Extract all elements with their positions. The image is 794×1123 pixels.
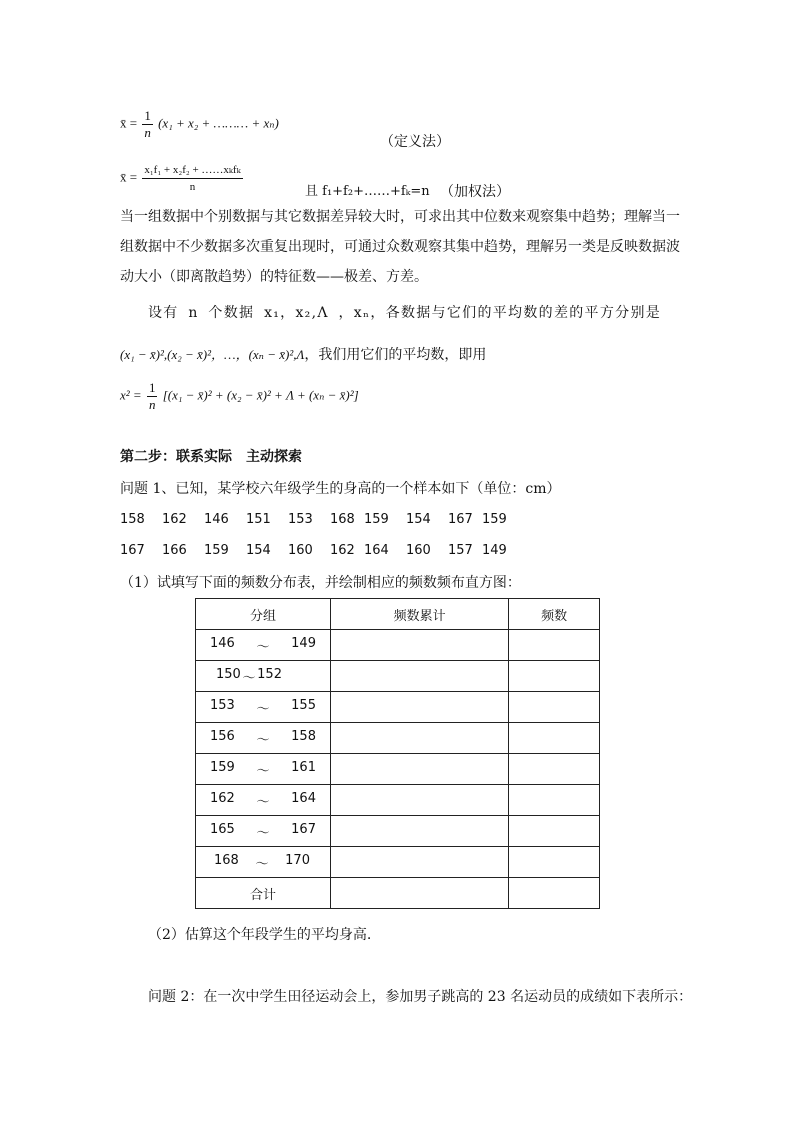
formula-mean-w-den: n: [189, 181, 196, 193]
group-high: 155: [291, 697, 316, 713]
group-low: 146: [210, 635, 235, 651]
sample-value: 151: [246, 512, 271, 527]
frequency-cell[interactable]: [509, 661, 600, 692]
sub-question-1: （1）试填写下面的频数分布表，并绘制相应的频数频布直方图：: [120, 575, 521, 591]
sample-value: 154: [246, 543, 271, 558]
group-cell: [196, 630, 331, 661]
tally-cell[interactable]: [331, 723, 509, 754]
formula-mean-def-label: （定义法）: [380, 134, 450, 150]
sample-value: 146: [204, 512, 229, 527]
tally-cell[interactable]: [331, 785, 509, 816]
step2-heading: 第二步：联系实际 主动探索: [120, 449, 302, 465]
sub-question-2: （2）估算这个年段学生的平均身高.: [148, 927, 372, 943]
tally-cell[interactable]: [331, 630, 509, 661]
group-sep: ～: [255, 856, 269, 872]
formula-mean-def-rhs: (x₁ + x₂ + ……… + xₙ): [158, 115, 279, 131]
sample-value: 159: [364, 512, 389, 527]
tally-cell[interactable]: [331, 847, 509, 878]
sample-value: 166: [162, 543, 187, 558]
paragraph-2-line-2: [120, 346, 486, 364]
formula-mean-def-lhs: x̄ =: [120, 115, 138, 131]
group-high: 170: [285, 852, 310, 868]
group-cell: [196, 785, 331, 816]
formula-var-lhs: x² =: [120, 387, 142, 403]
formula-mean-w-lhs: x̄ =: [120, 169, 138, 185]
group-sep: ～: [256, 639, 270, 655]
sample-value: 164: [364, 543, 389, 558]
table-row: [196, 754, 600, 785]
group-high: 167: [291, 821, 316, 837]
formula-mean-def-fraction: [142, 108, 153, 141]
table-row: [196, 847, 600, 878]
group-high: 158: [291, 728, 316, 744]
table-row: [196, 816, 600, 847]
frequency-cell[interactable]: [509, 723, 600, 754]
frequency-cell[interactable]: [509, 692, 600, 723]
group-high: 164: [291, 790, 316, 806]
sample-value: 160: [288, 543, 313, 558]
tally-cell[interactable]: [331, 816, 509, 847]
sample-value: 153: [288, 512, 313, 527]
sample-value: 160: [406, 543, 431, 558]
formula-mean-def-num: 1: [144, 108, 151, 123]
table-row: [196, 692, 600, 723]
formula-mean-w-fraction: [142, 162, 242, 195]
formula-mean-w-label: （加权法）: [440, 184, 510, 200]
group-cell: [196, 723, 331, 754]
table-row: [196, 661, 600, 692]
header-frequency: 频数: [509, 599, 600, 630]
group-sep: ～: [256, 763, 270, 779]
group-high: 149: [291, 635, 316, 651]
group-low: 156: [210, 728, 235, 744]
formula-var-rhs: [(x₁ − x̄)² + (x₂ − x̄)² + Λ + (xₙ − x̄)²]: [162, 387, 359, 403]
group-sep: ～: [256, 794, 270, 810]
group-low: 159: [210, 759, 235, 775]
sample-value: 168: [330, 512, 355, 527]
frequency-table: [195, 598, 600, 909]
total-label: 合计: [196, 878, 331, 909]
table-row: [196, 630, 600, 661]
group-high: 161: [291, 759, 316, 775]
sample-value: 159: [204, 543, 229, 558]
header-group: 分组: [196, 599, 331, 630]
sample-value: 158: [120, 512, 145, 527]
group-cell: [196, 692, 331, 723]
tally-cell[interactable]: [331, 754, 509, 785]
tally-cell[interactable]: [331, 692, 509, 723]
sample-value: 167: [448, 512, 473, 527]
sample-value: 162: [162, 512, 187, 527]
header-tally: 频数累计: [331, 599, 509, 630]
frequency-cell[interactable]: [509, 847, 600, 878]
formula-var-den: n: [148, 397, 156, 412]
group-cell: [196, 661, 331, 692]
group-low: 168: [214, 852, 239, 868]
group-sep: ～: [256, 732, 270, 748]
formula-var-num: 1: [148, 380, 156, 395]
group-cell: [196, 754, 331, 785]
group-low: 153: [210, 697, 235, 713]
group-cell: [196, 847, 331, 878]
formula-mean-weighted: [120, 162, 245, 195]
question-1: 问题 1、已知，某学校六年级学生的身高的一个样本如下（单位：cm）: [120, 481, 561, 497]
group-sep: ～: [242, 670, 256, 686]
paragraph-2-line-1: 设有 n 个数据 x₁，x₂,Λ ，xₙ，各数据与它们的平均数的差的平方分别是: [148, 305, 662, 321]
tally-total-cell[interactable]: [331, 878, 509, 909]
paragraph-1-line-1: 当一组数据中个别数据与其它数据差异较大时，可求出其中位数来观察集中趋势；理解当一: [120, 209, 680, 225]
group-high: 152: [257, 666, 282, 682]
table-row: [196, 785, 600, 816]
formula-mean-def-den: n: [144, 125, 151, 140]
table-row: [196, 723, 600, 754]
paragraph-2-math: (x₁ − x̄)²,(x₂ − x̄)²，…，(xₙ − x̄)²,Λ: [120, 347, 305, 362]
sample-value: 157: [448, 543, 473, 558]
formula-mean-definition: [120, 108, 279, 141]
formula-mean-w-num: x₁f₁ + x₂f₂ + ……xₖfₖ: [142, 162, 242, 179]
group-cell: [196, 816, 331, 847]
formula-variance: [120, 380, 359, 413]
question-2: 问题 2：在一次中学生田径运动会上，参加男子跳高的 23 名运动员的成绩如下表所示：: [148, 989, 693, 1005]
frequency-cell[interactable]: [509, 630, 600, 661]
frequency-total-cell[interactable]: [509, 878, 600, 909]
table-header-row: [196, 599, 600, 630]
tally-cell[interactable]: [331, 661, 509, 692]
table-total-row: [196, 878, 600, 909]
frequency-cell[interactable]: [509, 816, 600, 847]
group-low: 162: [210, 790, 235, 806]
paragraph-1-line-3: 动大小（即离散趋势）的特征数——极差、方差。: [120, 269, 428, 285]
paragraph-1-line-2: 组数据中不少数据多次重复出现时，可通过众数观察其集中趋势，理解另一类是反映数据波: [120, 239, 680, 255]
group-low: 150: [216, 666, 241, 682]
frequency-cell[interactable]: [509, 754, 600, 785]
sample-value: 167: [120, 543, 145, 558]
sample-value: 159: [482, 512, 507, 527]
frequency-cell[interactable]: [509, 785, 600, 816]
sample-value: 154: [406, 512, 431, 527]
formula-var-fraction: [147, 380, 158, 413]
sample-value: 149: [482, 543, 507, 558]
group-low: 165: [210, 821, 235, 837]
group-sep: ～: [256, 825, 270, 841]
sample-value: 162: [330, 543, 355, 558]
formula-mean-w-cond: 且 f₁+f₂+……+fₖ=n: [305, 184, 430, 199]
group-sep: ～: [256, 701, 270, 717]
paragraph-2-text: ，我们用它们的平均数，即用: [304, 347, 487, 363]
